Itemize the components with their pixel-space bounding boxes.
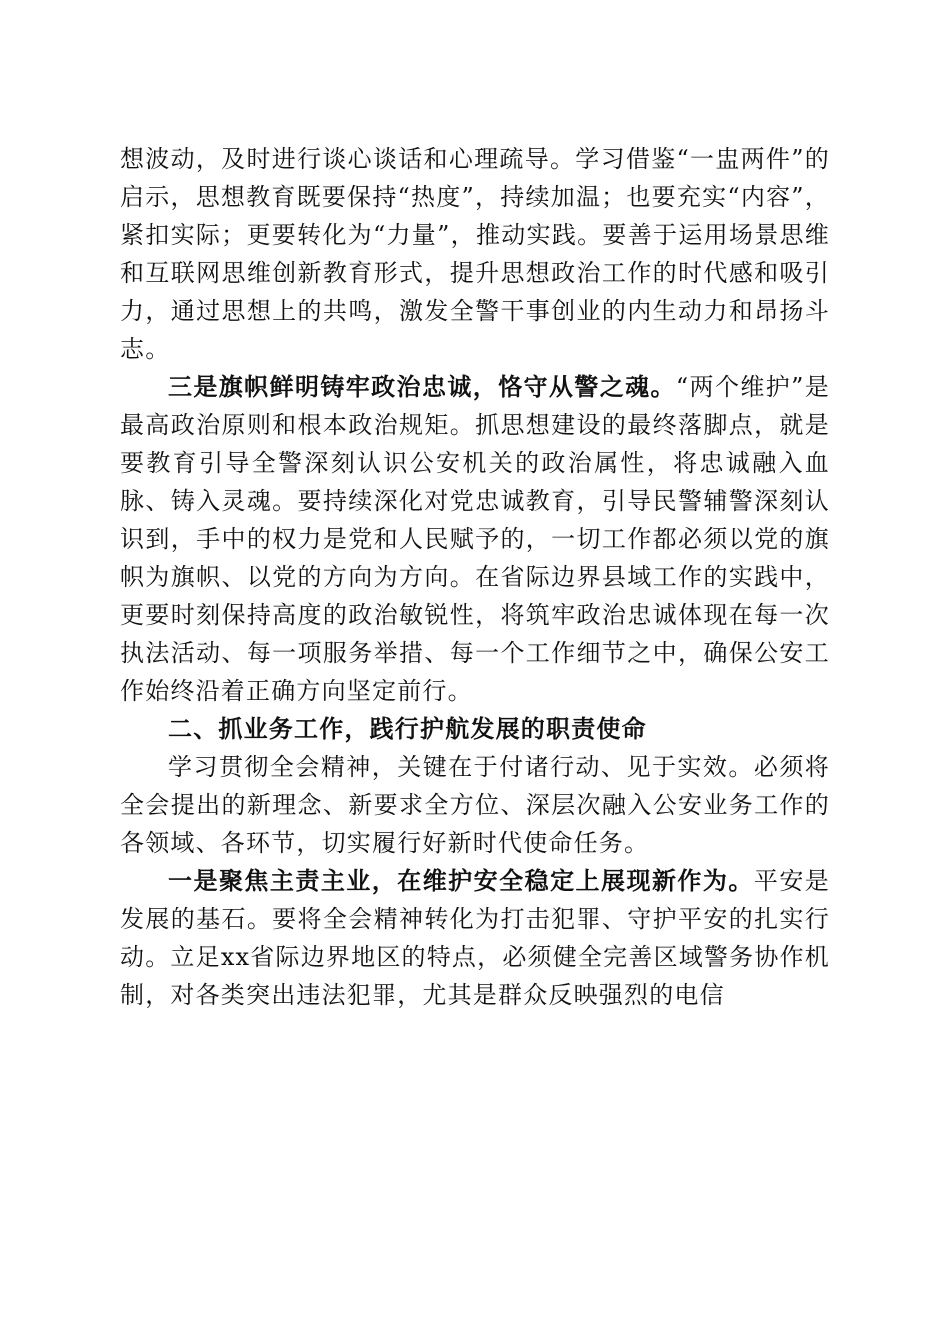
paragraph-text: 学习贯彻全会精神，关键在于付诸行动、见于实效。必须将全会提出的新理念、新要求全方位、深层次融入公安业务工作的各领域、各环节，切实履行好新时代使命任务。 (120, 753, 830, 857)
paragraph-text: 想波动，及时进行谈心谈话和心理疏导。学习借鉴“一盅两件”的启示，思想教育既要保持“热度”，持续加温；也要充实“内容”，紧扣实际；更要转化为“力量”，推动实践。要善于运用场景思维和互联网思维创新教育形式，提升思想政治工作的时代感和吸引力，通过思想上的共鸣，激发全警干事创业的内生动力和昂扬斗志。 (120, 145, 830, 363)
document-page (120, 140, 830, 1014)
paragraph-implementation (120, 748, 830, 862)
paragraph-text: 平安是发展的基石。要将全会精神转化为打击犯罪、守护平安的扎实行动。立足xx省际边界地区的特点，必须健全完善区域警务协作机制，对各类突出违法犯罪，尤其是群众反映强烈的电信 (120, 867, 830, 1009)
paragraph-text: “两个维护”是最高政治原则和根本政治规矩。抓思想建设的最终落脚点，就是要教育引导全警深刻认识公安机关的政治属性，将忠诚融入血脉、铸入灵魂。要持续深化对党忠诚教育，引导民警辅警深刻认识到，手中的权力是党和人民赋予的，一切工作都必须以党的旗帜为旗帜、以党的方向为方向。在省际边界县域工作的实践中，更要时刻保持高度的政治敏锐性，将筑牢政治忠诚体现在每一次执法活动、每一项服务举措、每一个工作细节之中，确保公安工作始终沿着正确方向坚定前行。 (120, 373, 830, 705)
paragraph-security-stability (120, 862, 830, 1014)
paragraph-ideological-education (120, 140, 830, 368)
paragraph-lead: 三是旗帜鲜明铸牢政治忠诚，恪守从警之魂。 (168, 372, 676, 401)
paragraph-lead: 一是聚焦主责主业，在维护安全稳定上展现新作为。 (168, 866, 754, 895)
paragraph-political-loyalty (120, 368, 830, 710)
section-heading-business-work: 二、抓业务工作，践行护航发展的职责使命 (168, 714, 647, 743)
